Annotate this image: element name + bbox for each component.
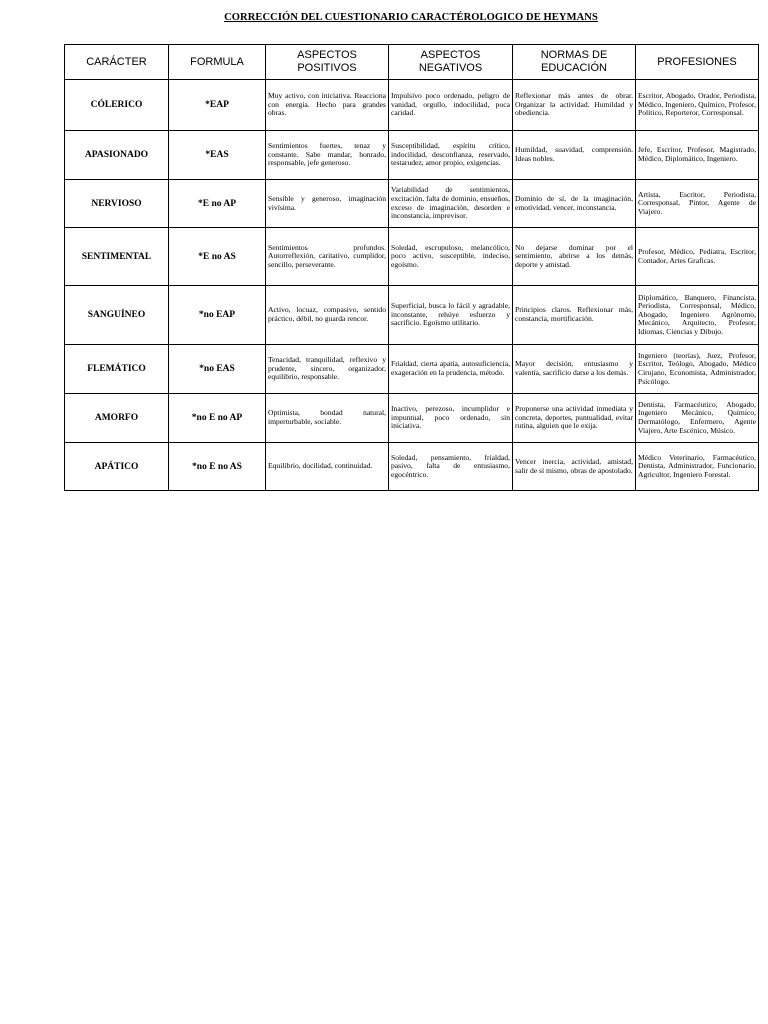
- profesiones-cell: Escritor, Abogado, Orador, Periodista, Médico, Ingeniero, Químico, Profesor, Político, Reporteror, Corresponsal.: [636, 80, 759, 131]
- normas-cell: Reflexionar más antes de obrar. Organizar la actividad. Humildad y obediencia.: [513, 80, 636, 131]
- table-row: [65, 443, 759, 491]
- negativos-cell: Inactivo, perezoso, incumplidor e impuntual, poco ordenado, sin iniciativa.: [389, 394, 513, 443]
- normas-cell: Humildad, suavidad, comprensión. Ideas nobles.: [513, 131, 636, 180]
- formula-cell: *no E no AP: [169, 394, 266, 443]
- table-row: [65, 286, 759, 345]
- formula-cell: *E no AP: [169, 180, 266, 228]
- positivos-cell: Sensible y generoso, imaginación vivísima.: [266, 180, 389, 228]
- caracter-cell: AMORFO: [65, 394, 169, 443]
- table-row: [65, 345, 759, 394]
- caracter-cell: APASIONADO: [65, 131, 169, 180]
- positivos-cell: Equilibrio, docilidad, continuidad.: [266, 443, 389, 491]
- formula-cell: *no E no AS: [169, 443, 266, 491]
- header-positivos: ASPECTOS POSITIVOS: [266, 45, 389, 80]
- table-row: [65, 180, 759, 228]
- formula-cell: *no EAP: [169, 286, 266, 345]
- table-row: [65, 131, 759, 180]
- header-row: [65, 45, 759, 80]
- profesiones-cell: Ingeniero (teorías), Juez, Profesor, Escritor, Teólogo, Abogado, Médico Cirujano, Economista, Administrador, Psicólogo.: [636, 345, 759, 394]
- negativos-cell: Susceptibilidad, espíritu crítico, indocilidad, desconfianza, reservado, testarudez, amor propio, exigencias.: [389, 131, 513, 180]
- positivos-cell: Tenacidad, tranquilidad, reflexivo y prudente, sincero, organizador, equilibrio, responsable.: [266, 345, 389, 394]
- normas-cell: Mayor decisión, entusiasmo y valentía, sacrificio darse a los demás.: [513, 345, 636, 394]
- caracter-cell: SANGUÍNEO: [65, 286, 169, 345]
- negativos-cell: Soledad, escrupuloso, melancólico, poco activo, susceptible, indeciso, egoísmo.: [389, 228, 513, 286]
- formula-cell: *EAS: [169, 131, 266, 180]
- document-title: CORRECCIÓN DEL CUESTIONARIO CARACTÉROLOGICO DE HEYMANS: [224, 12, 598, 23]
- positivos-cell: Sentimientos profundos. Autorreflexión, caritativo, cumplidor, sencillo, perseverante.: [266, 228, 389, 286]
- normas-cell: Vencer inercia, actividad, amistad, salir de sí mismo, obras de apostolado.: [513, 443, 636, 491]
- header-negativos: ASPECTOS NEGATIVOS: [389, 45, 513, 80]
- normas-cell: No dejarse dominar por el sentimiento, abrirse a los demás, deporte y amistad.: [513, 228, 636, 286]
- positivos-cell: Optimista, bondad natural, imperturbable, sociable.: [266, 394, 389, 443]
- positivos-cell: Sentimientos fuertes, tenaz y constante. Sabe mandar, honrado, responsable, jefe generoso.: [266, 131, 389, 180]
- table-row: [65, 228, 759, 286]
- normas-cell: Dominio de sí, de la imaginación, emotividad, vencer, inconstancia.: [513, 180, 636, 228]
- profesiones-cell: Profesor, Médico, Pediatra, Escritor, Contador, Artes Graficas.: [636, 228, 759, 286]
- caracter-cell: APÁTICO: [65, 443, 169, 491]
- profesiones-cell: Diplomático, Banquero, Financista, Periodista, Corresponsal, Médico, Abogado, Ingeniero Agrónomo, Mecánico, Arquitecto, Profesor, Idiomas, Ciencias y Dibujo.: [636, 286, 759, 345]
- header-formula: FORMULA: [169, 45, 266, 80]
- normas-cell: Principios claros. Reflexionar más, constancia, mortificación.: [513, 286, 636, 345]
- caracter-cell: FLEMÁTICO: [65, 345, 169, 394]
- negativos-cell: Variabilidad de sentimientos, excitación, falta de dominio, ensueños, exceso de imaginación, desorden e inconstancia, imprevisor.: [389, 180, 513, 228]
- header-caracter: CARÁCTER: [65, 45, 169, 80]
- positivos-cell: Activo, locuaz, compasivo, sentido práctico, débil, no guarda rencor.: [266, 286, 389, 345]
- negativos-cell: Superficial, busca lo fácil y agradable, inconstante, rehúye esfuerzo y sacrificio. Egoísmo utilitario.: [389, 286, 513, 345]
- normas-cell: Proponerse una actividad inmediata y concreta, deportes, puntualidad, evitar rutina, alguien que le exija.: [513, 394, 636, 443]
- profesiones-cell: Artista, Escritor, Periodista, Corresponsal, Pintor, Agente de Viajero.: [636, 180, 759, 228]
- heymans-table: [64, 44, 759, 491]
- positivos-cell: Muy activo, con iniciativa. Reacciona con energía. Hecho para grandes obras.: [266, 80, 389, 131]
- header-profesiones: PROFESIONES: [636, 45, 759, 80]
- caracter-cell: SENTIMENTAL: [65, 228, 169, 286]
- caracter-cell: NERVIOSO: [65, 180, 169, 228]
- table-row: [65, 80, 759, 131]
- table-row: [65, 394, 759, 443]
- header-normas: NORMAS DE EDUCACIÓN: [513, 45, 636, 80]
- negativos-cell: Soledad, pensamiento, frialdad, pasivo, falta de entusiasmo, egocéntrico.: [389, 443, 513, 491]
- negativos-cell: Impulsivo poco ordenado, peligro de vanidad, orgullo, indocilidad, poca caridad.: [389, 80, 513, 131]
- formula-cell: *EAP: [169, 80, 266, 131]
- negativos-cell: Frialdad, cierta apatía, autosuficiencia, exageración en la prudencia, método.: [389, 345, 513, 394]
- profesiones-cell: Médico Veterinario, Farmacéutico, Dentista, Administrador, Funcionario, Agricultor, Ingeniero Forestal.: [636, 443, 759, 491]
- formula-cell: *E no AS: [169, 228, 266, 286]
- formula-cell: *no EAS: [169, 345, 266, 394]
- caracter-cell: CÓLERICO: [65, 80, 169, 131]
- profesiones-cell: Jefe, Escritor, Profesor, Magistrado, Médico, Diplomático, Ingeniero.: [636, 131, 759, 180]
- profesiones-cell: Dentista, Farmacéutico, Abogado, Ingeniero Mecánico, Químico, Dermatólogo, Enfermero, Agente Viajero, Arte Escénico, Músico.: [636, 394, 759, 443]
